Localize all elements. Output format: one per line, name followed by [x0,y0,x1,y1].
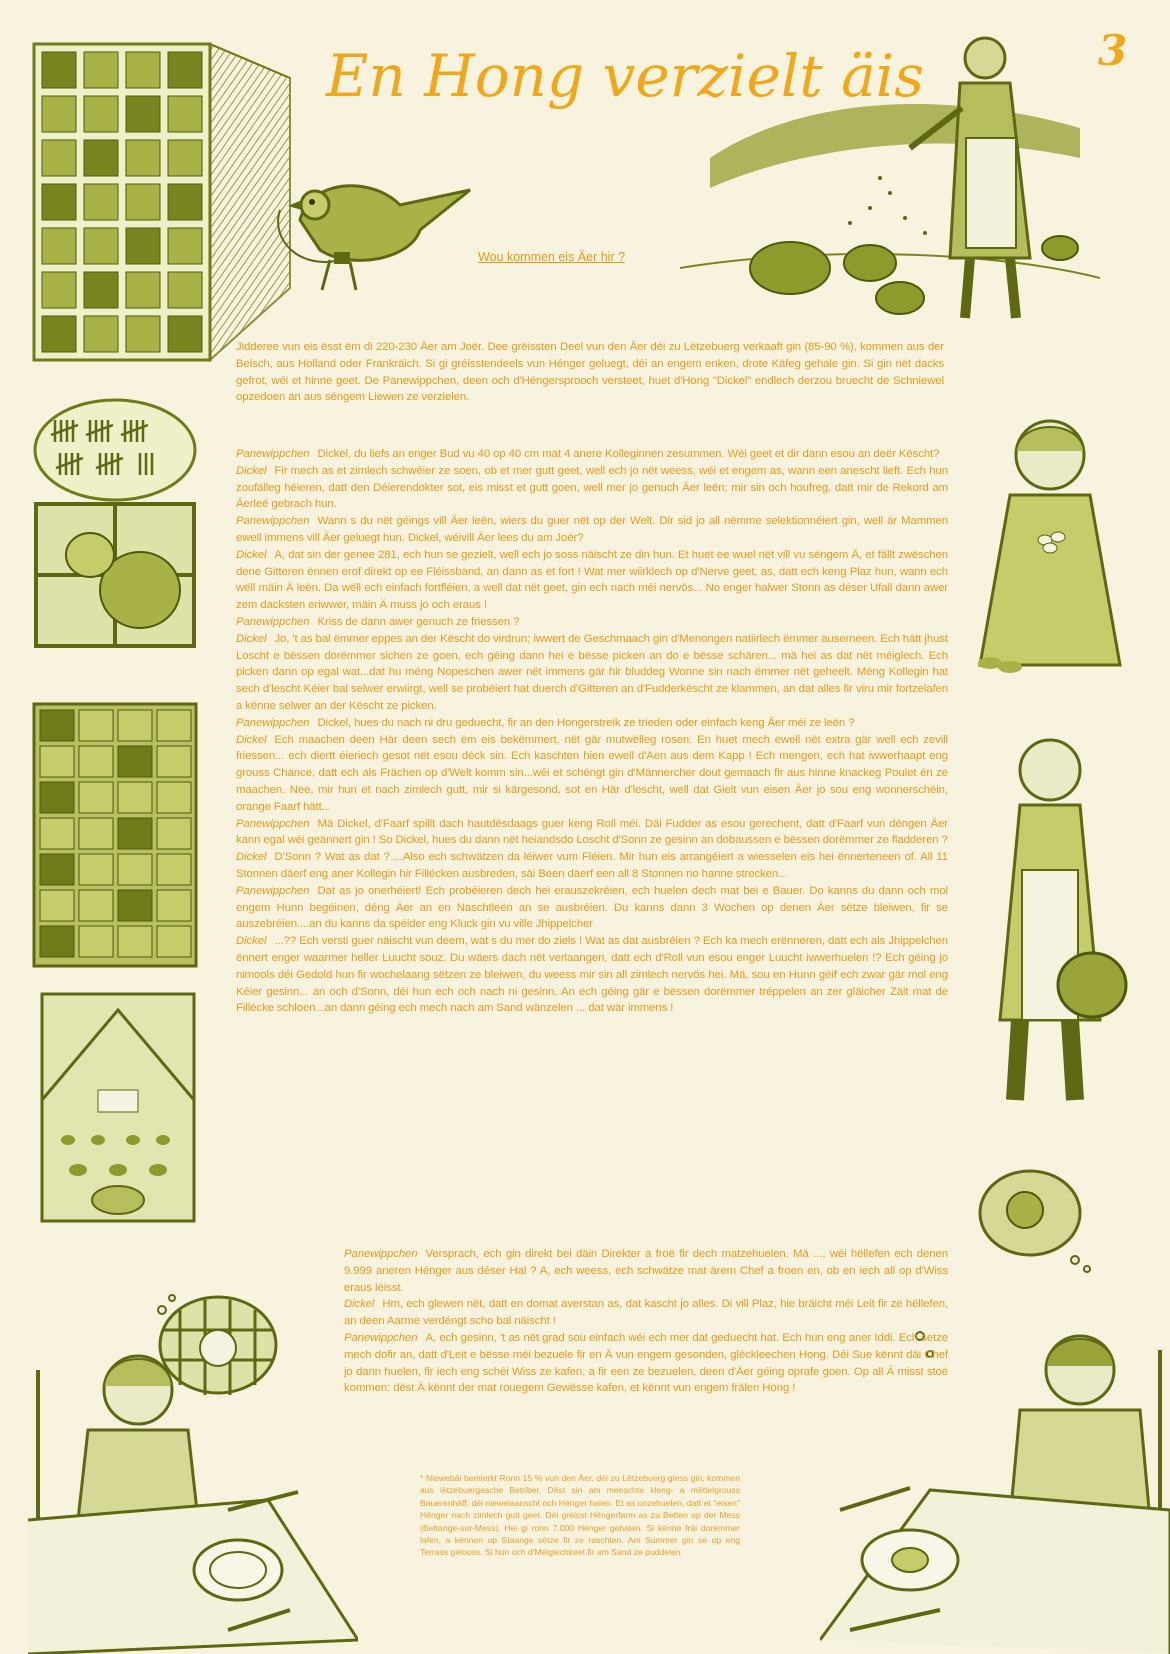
cage-cell [157,746,191,777]
speaker-name: Panewippchen [344,1331,418,1344]
cage-cell [118,746,152,777]
dialogue-line [236,849,948,883]
dialogue-text: Versprach, ech gin direkt bei däin Direkter a froë fir dech matzehuelen. Mä ..., wéi hëllefen ech denen 9.999 aneren Hénger aus déser Hal ? A, ech weess, ech schwätze mat ärem Chef a froen en, ob en iech all op d'Wiss eraus léisst. [344,1248,948,1294]
cage-cell [168,52,202,88]
dialogue-text: Dickel, hues du nach ni dru geduecht, fir an den Hongerstreik ze trieden oder einfach keng Äer méi ze leën ? [317,716,855,729]
girl-with-eggs-illustration [950,405,1150,685]
cage-cell [84,140,118,176]
dialogue-line [236,883,948,933]
cage-cell [118,926,152,957]
cage-cell [157,782,191,813]
section-subtitle: Wou kommen eis Äer hir ? [478,250,626,264]
speaker-name: Dickel [236,548,267,561]
cage-cell [79,710,113,741]
speaker-name: Panewippchen [236,515,310,528]
dialogue-text: D'Sonn ? Wat as dat ? ...Also ech schwätzen da léiwer vum Fléien. Mir hun eis arrangéiert a wiesselen eis hei ënnerteneen of. All 11 Stonnen däerf eng aner Kollegin hir Fillécken ausbreden, säi Been däerf een all 8 Stonnen no hanne strecken... [236,851,948,880]
caged-hen-illustration [30,500,200,650]
cage-cell [168,316,202,352]
girl-at-table-illustration [28,1310,358,1654]
cage-cell [42,184,76,220]
cage-cell [157,818,191,849]
cage-cell [79,926,113,957]
cage-cell [126,316,160,352]
speaker-name: Panewippchen [236,448,310,460]
speaker-name: Panewippchen [236,615,310,628]
cage-cell [118,854,152,885]
cage-cell [168,184,202,220]
dialogue-line [236,446,948,463]
page-title: En Hong verzielt äis [326,42,924,110]
dialogue-line [236,513,948,547]
cage-cell [126,140,160,176]
dialogue-text: ...?? Ech versti guer näischt vun deem, wat s du mer do ziels ! Wat as dat ausbréien ? Ech ka mech erënneren, datt ech als Jhippelchen ënnert enger waarmer heller Luucht souz. Du wäers dach nët verlaangen, datt ech d'Roll vun esou enger Luucht iwwerhuelen !? Ech géing jo nimools déi Gedold hun fir wochelaang sëtzen ze bleiwen, du weess mir sin all zimlech nervös hei. Mä, sou en Hunn géif ech zwar gär mol eng Kéier gesinn... an och d'Sonn, déi hun ech och nach ni gesinn. An ech géing gär e bëssen dorëmmer tréppelen an zer gläicher Zäit mat de Fillécke schloen...an dann géing ech mech nach am Sand wänzelen ... dat wär immens ! [236,935,948,1015]
dialogue-text: Dickel, du liefs an enger Bud vu 40 op 40 cm mat 4 anere Kolleginnen zesummen. Wéi geet et dir dann esou an deër Këscht? [317,448,940,460]
crowded-cage-illustration [30,700,200,970]
cage-cell [42,272,76,308]
speaker-name: Dickel [236,935,267,948]
cage-cell [168,272,202,308]
dialogue-line [236,631,948,715]
cage-cell [79,818,113,849]
dialogue-text: Kriss de dann awer genuch ze friessen ? [317,615,520,628]
dialogue-text: Hm, ech glewen nët, datt en domat averstan as, dat kascht jo alles. Di vill Plaz, hie bräicht méi Leit fir ze hëllefen, an deen Aarme verdéngt scho bal näischt ! [344,1298,948,1328]
hen-hall-illustration [38,990,198,1225]
cage-wall-illustration [28,38,298,368]
dialogue-line [236,816,948,850]
dialogue-line [236,715,948,732]
cage-cell [40,746,74,777]
dialogue-text: A, dat sin der genee 281, ech hun se gezielt, well ech jo soss näischt ze din hun. Et huet ee wuel nët vill vu séngem Ä, et fällt zwëschen dene Gitteren ënnen erof direkt op ee Fléissband, an dann as et fort ! Wat mer wiirklech op d'Nerve geet, as, datt ech keng Plaz hun, wann ech wëll mäin Ä leën. Da wëll ech einfach fortfléien, a well dat nët geet, gin ech nach méi nervös... No enger halwer Stonn as déser Ufall dann awer zem dacksten eriwwer, mäin Ä muss jo och eraus ! [236,548,948,612]
dialogue-text: Jo, 't as bal ëmmer eppes an der Këscht do virdrun; iwwert de Geschmaach gin d'Menongen natiirlech ëmmer auserneen. Ech hätt jhust Loscht e bëssen dorëmmer sichen ze goen, ech géing dann hei e bësse picken an do e bësse schären... mä hei as dat nët méiglech. Ech picken dann op egal wat...dat hu méng Nopeschen awer nët immens gär hir bluddeg Wonne sin nach ëmmer nët geheelt. Méng Kollegin hat sech d'lescht Kéier bal selwer erwiirgt, well se probéiert hat duerch d'Gitteren an d'Fudderkëscht ze klammen, an dat alles fir viru mir fortzelafen a kënne selwer an der Këscht ze picken. [236,632,948,712]
cage-cell [126,96,160,132]
intro-text: Jidderee vun eis ësst ëm di 220-230 Äer am Joër. Dee grëissten Deel vun den Äer déi zu Lëtzebuerg verkaaft gin (85-90 %), kommen aus der Belsch, aus Holland oder Frankräich. Si gi gréisstendeels vun Hénger geluegt, déi an engem enken, drote Käfeg gehale gin. Si gin nët dacks gefrot, wéi et hinne geet. De Panewippchen, deen och d'Héngersprooch versteet, huet d'Hong "Dickel" endlech derzou bruecht de Schniewel opzedoen an aus séngem Liewen ze verzielen. [236,341,944,404]
cage-cell [118,710,152,741]
speaker-name: Dickel [236,851,267,864]
cage-cell [126,52,160,88]
cage-cell [168,96,202,132]
cage-cell [40,818,74,849]
cage-cell [118,818,152,849]
cage-cell [84,228,118,264]
speaker-name: Panewippchen [236,884,310,897]
cage-cell [40,890,74,921]
dialogue-text: Wann s du nët géings vill Äer leën, wiers du guer nët op der Welt. Dir sid jo all nëmme selektionnéiert gin, well är Mammen ewell immens vill Äer geluegt hun. Dickel, wéivill Äer lees du am Joër? [236,515,948,544]
dialogue-text: Dat as jo onerhéiert! Ech probéieren dech hei erauszekréien, ech huelen dech mat bei e Bauer. Do kanns du dann och mol engem Hunn begéinen, déng Äer an en Naschtleën an se ausbréien. Du kanns dann 3 Wochen op denen Äer sëtze bleiwen, fir se auszebréien....an du kanns da spéider eng Kluck gin vu ville Jhippelcher [236,884,948,931]
cage-cell [157,854,191,885]
speaker-name: Panewippchen [236,817,310,830]
dialogue-block-main [236,446,948,1248]
intro-paragraph [236,339,944,427]
speaker-name: Panewippchen [344,1248,418,1260]
dialogue-text: Ech maachen deen Här deen sech ëm eis bekëmmert, nët gär mutwëlleg rosen. En huet mech ewell nët extra gär well ech zevill friessen... ech diertt éieriech gesot nët esou déck sin. Ech kaschten hien ewell d'Aen aus dem Kapp ! Ech mengen, ech hat iwwerhaapt eng grouss Chance, datt ech als Frächen op d'Welt komm sin...wéi et schéngt gin d'Männercher dout gemaach fir aus hinne knackeg Poulet én ze maachen. Nee, mir hun et nach zimlech gutt, mir si kärgesond, sot en Här d'lescht, well dat Gielt vun eisen Äer jo sou eng wonnerschéin, orange Faarf hätt... [236,733,948,813]
bird-reporter-illustration [260,150,480,300]
cage-cell [84,96,118,132]
cage-cell [40,854,74,885]
cage-cell [84,52,118,88]
speaker-name: Dickel [236,632,267,645]
speaker-name: Dickel [236,464,267,477]
cage-cell [157,890,191,921]
cage-cell [84,184,118,220]
dialogue-line [236,732,948,816]
cage-cell [168,140,202,176]
cage-cell [40,782,74,813]
cage-cell [79,746,113,777]
cage-cell [79,854,113,885]
cage-cell [42,228,76,264]
page-number: 3 [1098,26,1128,75]
dialogue-text: Mä Dickel, d'Faarf spillt dach hautdësdaags guer keng Roll méi. Däi Fudder as esou gerechent, datt d'Faarf vun déngen Äer kann egal wéi geännert gin ! So Dickel, hues du dann nët heiandsdo Loscht d'Sonn ze gesinn an dobaussen e bëssen dorëmmer ze fladderen ? [236,817,948,847]
cage-cell [126,272,160,308]
dialogue-line [236,933,948,1017]
speaker-name: Dickel [236,733,267,746]
cage-cell [42,96,76,132]
cage-cell [168,228,202,264]
dialogue-line [344,1246,948,1296]
cage-cell [157,710,191,741]
tally-marks-illustration [30,395,200,505]
dialogue-block-lower [344,1246,948,1452]
speaker-name: Panewippchen [236,716,310,729]
cage-cell [126,228,160,264]
cage-cell [84,272,118,308]
cage-cell [79,782,113,813]
cage-cell [42,140,76,176]
cage-cell [40,710,74,741]
hen-thought-bubble-illustration [975,1165,1095,1275]
girl-with-basket-illustration [960,730,1160,1130]
speaker-name: Dickel [344,1298,375,1311]
cage-cell [118,890,152,921]
dialogue-line [236,463,948,513]
dialogue-line [236,547,948,614]
dialogue-text: A, ech gesinn, 't as nët grad sou einfach wéi ech mer dat geduecht hat. Ech hun eng aner Iddi. Ech setze mech dofir an, datt d'Leit e bësse méi bezuele fir en Ä vun engem gesonden, gléckleechen Hong. Déi Sue kënnt däi Chef jo dann huelen, fir iech eng schéi Wiss ze kafen, a fir een ze bezuelen, deen d'Äer géing oprafe goen. Op all Ä misst stoë kommen: dëst Ä kënnt der mat rouegem Gewësse kafen, et kënnt vun engem frälen Hong ! [344,1331,948,1395]
cage-cell [126,184,160,220]
cage-cell [118,782,152,813]
dialogue-text: Fir mech as et zimlech schwéier ze soen, ob et mer gutt geet, well ech jo nët weess, wéi et engem as, wann een anescht lieft. Ech hun zoufälleg héieren, datt den Déierendokter sot, eis misst et gutt goen, well mer jo genuch Äer leën; mir sin och houfreg, datt mir de Rekord am Äerleë gebrach hun. [236,464,948,511]
cage-cell [157,926,191,957]
cage-cell [79,890,113,921]
cage-cell [42,316,76,352]
cage-cell [40,926,74,957]
footnote: * Niewebäi bemierkt Ronn 15 % vun den Äer, déi zu Lëtzebuerg giess gin, kommen aus lëtzebuergesche Betriber. Dëst sin am meeschte kleng- a mëttelgrouss Bauerenhäff, déi niewelaanscht och Hénger halen. Et as unzehuelen, datt et "eisen" Hénger nach zimlech gutt geet. Déi gréisst Héngerfarm as zu Betten op der Mess (Bettange-sur-Mess). Hei gi ronn 7.000 Hénger gehalen. Si kënne fräi dorëmmer lafen, a kënnen op Staange sëtze fir ze raschten. Am Summer gin se op eng Terrass gelooss. Si hun och d'Méiglechkeet fir am Sand ze puddelen. [420,1473,740,1558]
cage-cell [84,316,118,352]
cage-cell [42,52,76,88]
dialogue-line [344,1296,948,1330]
dialogue-line [344,1330,948,1397]
dialogue-line [236,614,948,631]
